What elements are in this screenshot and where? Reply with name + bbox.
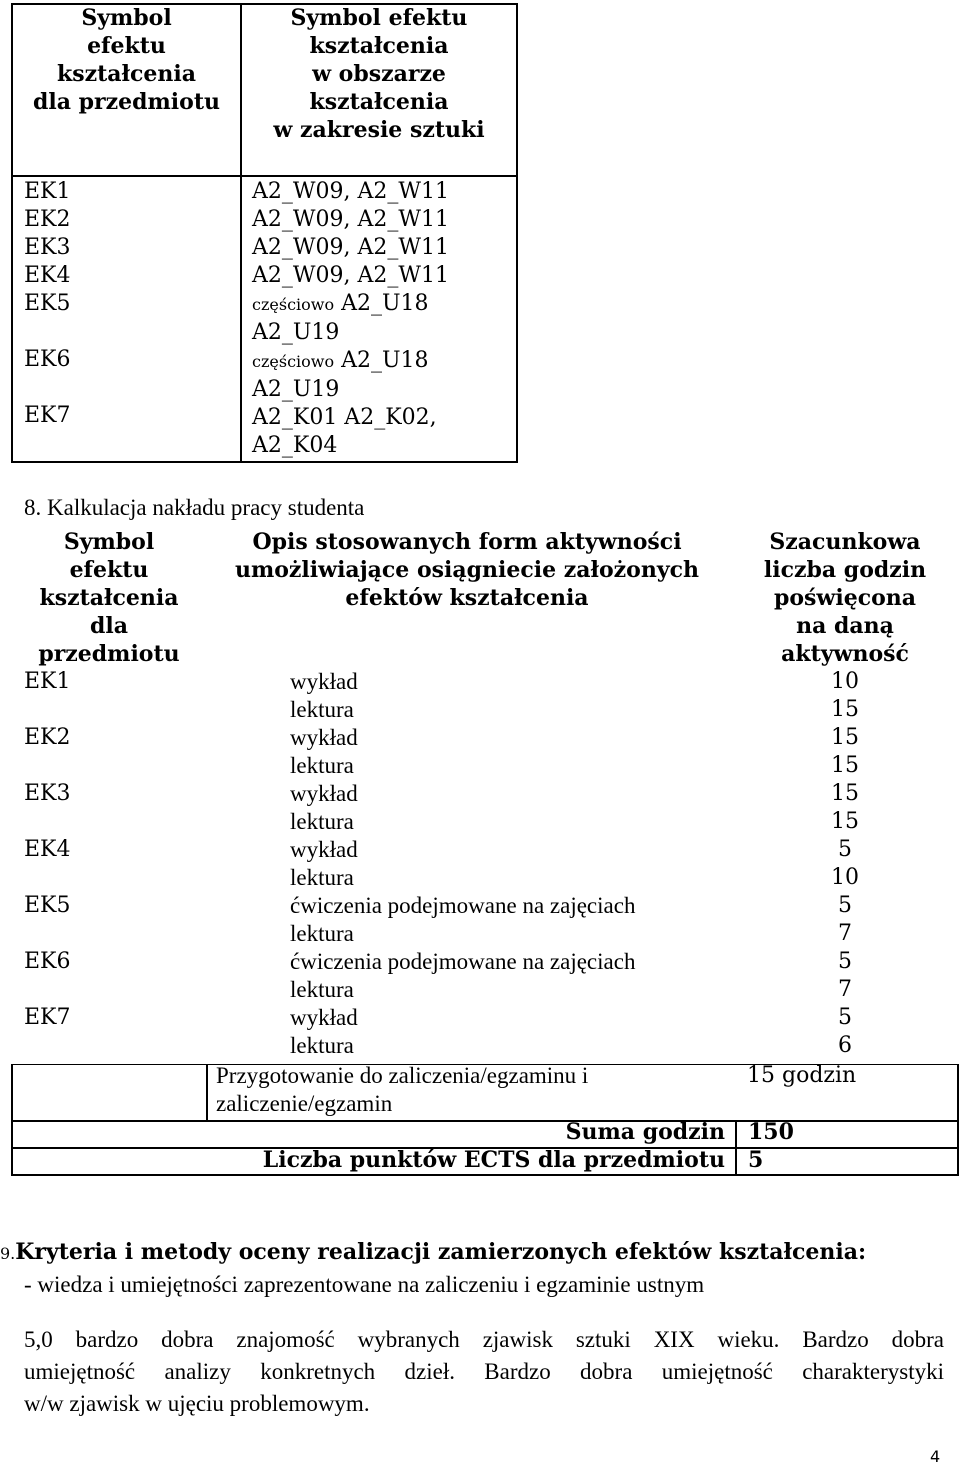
hours-cell: 15 — [831, 781, 859, 806]
sum-value: 150 — [748, 1119, 794, 1145]
hours-cell: 15 — [831, 753, 859, 778]
table1-header-area: Symbol efektu kształcenia w obszarze kształcenia w zakresie sztuki — [273, 5, 485, 143]
section9-title: Kryteria i metody oceny realizacji zamierzonych efektów kształcenia: — [15, 1239, 867, 1265]
workload-ek-cell: EK7 — [24, 1005, 71, 1030]
hours-cell: 5 — [838, 1005, 852, 1030]
table1-ek-cell: EK4 — [24, 263, 71, 288]
workload-ek-cell: EK6 — [24, 949, 71, 974]
activity-cell: lektura — [290, 1033, 354, 1058]
grade-description: 5,0 bardzo dobra znajomość wybranych zjawisk sztuki XIX wieku. Bardzo dobra umiejętność analizy konkretnych dzieł. Bardzo dobra umiejętność charakterystyki w/w zjawisk w ujęciu problemowym. — [24, 1327, 944, 1416]
activity-cell: ćwiczenia podejmowane na zajęciach — [290, 893, 636, 918]
table1-code-cell: A2_W09, A2_W11 — [252, 207, 449, 232]
prep-border-mid — [206, 1064, 208, 1120]
activity-cell: lektura — [290, 977, 354, 1002]
partial-prefix: częściowo — [252, 295, 335, 314]
table1-code-cell: A2_K04 — [252, 433, 338, 458]
hours-cell: 10 — [831, 865, 859, 890]
partial-prefix: częściowo — [252, 352, 335, 371]
hours-cell: 6 — [838, 1033, 852, 1058]
hours-cell: 15 — [831, 697, 859, 722]
section9-heading — [0, 1238, 866, 1268]
hours-cell: 7 — [838, 921, 852, 946]
table1-code-cell: A2_W09, A2_W11 — [252, 235, 449, 260]
activity-cell: wykład — [290, 1005, 358, 1030]
activity-cell: wykład — [290, 781, 358, 806]
prep-hours: 15 godzin — [747, 1063, 857, 1088]
prep-activity: Przygotowanie do zaliczenia/egzaminu i zaliczenie/egzamin — [216, 1063, 589, 1116]
ects-label: Liczba punktów ECTS dla przedmiotu — [262, 1147, 725, 1173]
activity-cell: wykład — [290, 725, 358, 750]
table1-ek-cell: EK5 — [24, 291, 71, 316]
workload-ek-cell: EK3 — [24, 781, 71, 806]
workload-header-hours: Szacunkowa liczba godzin poświęcona na daną aktywność — [763, 529, 927, 667]
table1-ek-cell: EK2 — [24, 207, 71, 232]
table1-ek-cell: EK1 — [24, 179, 71, 204]
section9-criteria-line: - wiedza i umiejętności zaprezentowane na zaliczeniu i egzaminie ustnym — [24, 1272, 705, 1297]
workload-activity-column — [290, 668, 635, 1060]
activity-cell: wykład — [290, 837, 358, 862]
workload-header-symbol: Symbol efektu kształcenia dla przedmiotu — [38, 529, 180, 667]
table1-header-symbol: Symbol efektu kształcenia dla przedmiotu — [33, 5, 220, 115]
table1-ek-cell: EK7 — [24, 403, 71, 428]
section9-number: 9. — [0, 1244, 16, 1263]
activity-cell: wykład — [290, 669, 358, 694]
table1-code-cell: A2_U19 — [252, 377, 340, 402]
table1-ek-cell: EK6 — [24, 347, 71, 372]
hours-cell: 10 — [831, 669, 859, 694]
table1-code-cell: A2_K01 A2_K02, — [252, 405, 437, 430]
hours-cell: 15 — [831, 809, 859, 834]
hours-cell: 7 — [838, 977, 852, 1002]
table1-code-cell: częściowo A2_U18 — [252, 348, 429, 373]
table1-ek-cell: EK3 — [24, 235, 71, 260]
workload-ek-cell: EK4 — [24, 837, 71, 862]
workload-ek-cell: EK5 — [24, 893, 71, 918]
activity-cell: lektura — [290, 865, 354, 890]
hours-cell: 5 — [838, 837, 852, 862]
table1-code-cell: A2_W09, A2_W11 — [252, 263, 449, 288]
activity-cell: lektura — [290, 753, 354, 778]
table1-border-right — [516, 3, 518, 463]
table1-border-header-bottom — [11, 175, 518, 177]
activity-cell: lektura — [290, 809, 354, 834]
hours-cell: 5 — [838, 949, 852, 974]
hours-cell: 5 — [838, 893, 852, 918]
table1-border-bottom — [11, 461, 518, 463]
activity-cell: ćwiczenia podejmowane na zajęciach — [290, 949, 636, 974]
activity-cell: lektura — [290, 921, 354, 946]
table1-code-cell: A2_U19 — [252, 320, 340, 345]
workload-ek-cell: EK1 — [24, 669, 71, 694]
sum-label: Suma godzin — [565, 1119, 725, 1145]
table1-code-column — [252, 178, 449, 460]
activity-cell: lektura — [290, 697, 354, 722]
ects-border-bottom — [11, 1174, 959, 1176]
section8-title: 8. Kalkulacja nakładu pracy studenta — [24, 495, 365, 520]
hours-cell: 15 — [831, 725, 859, 750]
workload-hours-column — [805, 668, 885, 1060]
table1-code-cell: A2_W09, A2_W11 — [252, 179, 449, 204]
page-number: 4 — [930, 1447, 941, 1466]
table1-code-cell: częściowo A2_U18 — [252, 291, 429, 316]
workload-header-description: Opis stosowanych form aktywności umożliwiające osiągniecie założonych efektów kształcenia — [234, 529, 699, 611]
workload-ek-cell: EK2 — [24, 725, 71, 750]
table1-ek-column — [24, 178, 71, 430]
workload-ek-column — [24, 668, 71, 1060]
ects-value: 5 — [748, 1147, 764, 1173]
